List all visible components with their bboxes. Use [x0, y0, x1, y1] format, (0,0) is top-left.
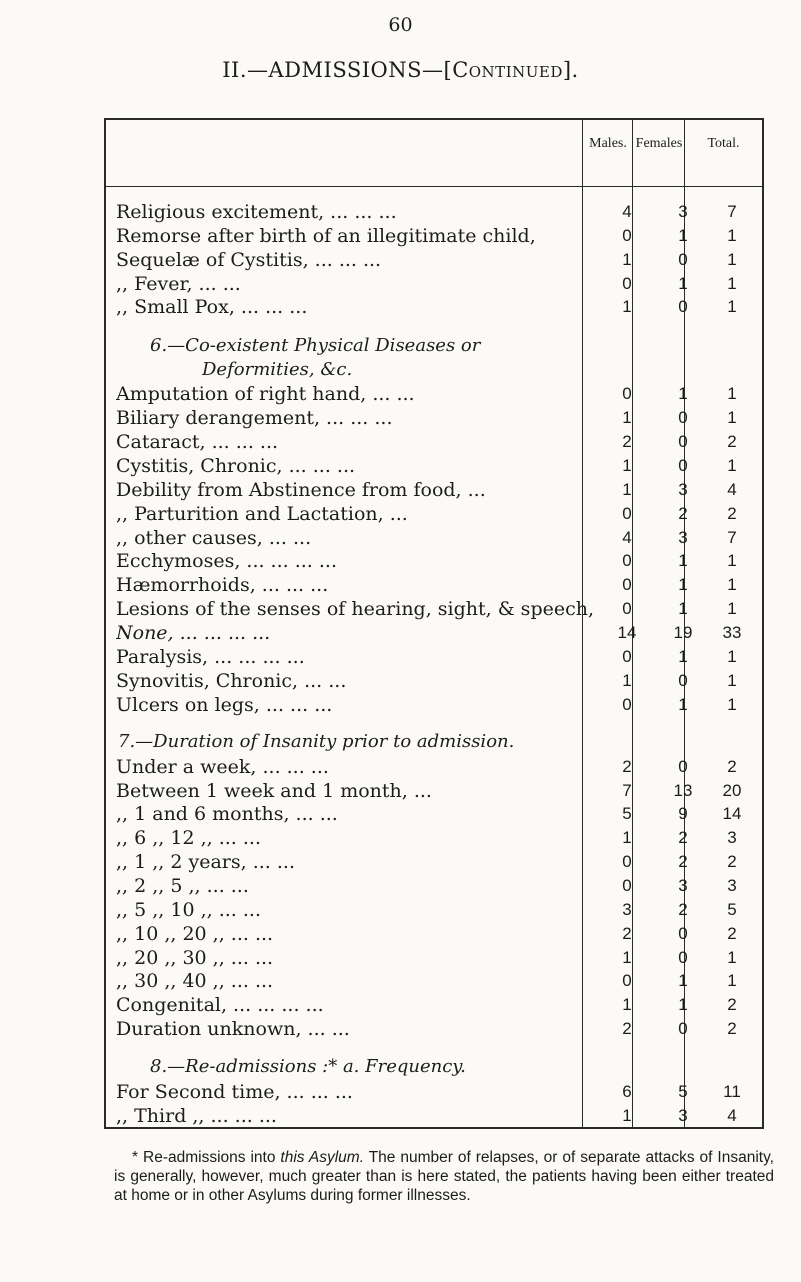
cell-total: 1: [727, 551, 737, 571]
cell-males: 0: [622, 971, 632, 991]
cell-females: 3: [678, 202, 688, 221]
cell-total: 1: [727, 455, 737, 475]
cell-males: 1: [622, 995, 632, 1015]
cell-females: 2: [678, 852, 688, 872]
cell-males: 1: [622, 947, 632, 967]
cell-females: 0: [678, 297, 688, 317]
row-label: None, ... ... ... ...: [116, 622, 271, 645]
cell-total: 1: [727, 273, 737, 293]
cell-total: 1: [727, 575, 737, 595]
row-label: Cystitis, Chronic, ... ... ...: [116, 454, 356, 477]
cell-males: 0: [622, 225, 632, 245]
cell-total: 4: [727, 479, 737, 499]
cell-females: 1: [678, 551, 688, 571]
cell-females: 19: [673, 623, 693, 643]
row-label: ,, 5 ,, 10 ,, ... ...: [116, 898, 261, 921]
section-heading: [0, 730, 801, 754]
cell-females: 0: [678, 947, 688, 967]
cell-females: 1: [678, 694, 688, 714]
cell-total: 7: [727, 202, 737, 221]
table-row: [0, 993, 801, 1017]
row-label: ,, 2 ,, 5 ,, ... ...: [116, 875, 249, 897]
cell-males: 1: [622, 828, 632, 848]
table-row: [0, 802, 801, 826]
row-label: ,, 10 ,, 20 ,, ... ...: [116, 922, 274, 945]
cell-total: 1: [727, 297, 737, 317]
cell-males: 4: [622, 527, 632, 547]
cell-males: 6: [622, 1082, 632, 1102]
cell-total: 2: [727, 852, 737, 872]
cell-males: 14: [617, 623, 637, 643]
cell-total: 1: [727, 694, 737, 714]
table-row: [0, 850, 801, 874]
cell-total: 1: [727, 646, 737, 666]
cell-females: 1: [678, 646, 688, 666]
cell-total: 1: [727, 599, 737, 619]
cell-total: 14: [722, 804, 742, 824]
table-row: [0, 272, 801, 296]
cell-females: 0: [678, 432, 688, 452]
cell-total: 4: [727, 1106, 737, 1126]
cell-females: 0: [678, 455, 688, 475]
cell-females: 1: [678, 384, 688, 404]
row-label: ,, Parturition and Lactation, ...: [116, 502, 408, 525]
cell-females: 3: [678, 527, 688, 547]
cell-females: 13: [673, 780, 693, 800]
cell-males: 1: [622, 479, 632, 499]
cell-males: 7: [622, 780, 632, 800]
section-heading: [0, 334, 801, 358]
row-label: Congenital, ... ... ... ...: [116, 994, 324, 1017]
table-row: [0, 946, 801, 970]
row-label: Debility from Abstinence from food, ...: [116, 478, 486, 501]
row-label: Biliary derangement, ... ... ...: [116, 407, 393, 430]
cell-total: 1: [727, 249, 737, 269]
footnote: [114, 1148, 774, 1205]
heading-main: II.—ADMISSIONS—: [222, 58, 444, 82]
footnote-marker: *: [132, 1149, 139, 1166]
cell-males: 1: [622, 249, 632, 269]
row-label: ,, 20 ,, 30 ,, ... ...: [116, 946, 274, 969]
cell-males: 1: [622, 297, 632, 317]
col-header-males: Males.: [589, 136, 627, 151]
row-label: Deformities, &c.: [202, 358, 353, 380]
table-row: [0, 779, 801, 803]
cell-males: 2: [622, 432, 632, 452]
cell-males: 0: [622, 551, 632, 571]
cell-females: 1: [678, 575, 688, 595]
table-row: [0, 382, 801, 406]
cell-males: 5: [622, 804, 632, 824]
cell-total: 1: [727, 971, 737, 991]
table-row: [0, 430, 801, 454]
cell-males: 0: [622, 876, 632, 895]
cell-males: 0: [622, 384, 632, 404]
table-row: [0, 1080, 801, 1104]
cell-total: 1: [727, 384, 737, 404]
section-heading: [0, 1055, 801, 1079]
cell-total: 2: [727, 432, 737, 452]
table-row: [0, 1104, 801, 1128]
cell-total: 5: [727, 899, 737, 919]
row-label: Sequelæ of Cystitis, ... ... ...: [116, 248, 382, 271]
cell-females: 2: [678, 503, 688, 523]
section-heading: [0, 358, 801, 382]
table-row: [0, 874, 801, 898]
cell-males: 1: [622, 455, 632, 475]
table-row: [0, 621, 801, 645]
cell-females: 3: [678, 479, 688, 499]
cell-total: 7: [727, 527, 737, 547]
cell-females: 0: [678, 249, 688, 269]
row-label: Lesions of the senses of hearing, sight, & speech,: [116, 598, 595, 621]
row-label: 6.—Co-existent Physical Diseases or: [150, 334, 481, 356]
cell-females: 0: [678, 1019, 688, 1039]
table-row: [0, 454, 801, 478]
table-row: [0, 1017, 801, 1041]
cell-males: 3: [622, 899, 632, 919]
cell-total: 3: [727, 828, 737, 848]
cell-females: 1: [678, 225, 688, 245]
table-row: [0, 969, 801, 993]
col-header-females: Females: [635, 136, 683, 151]
cell-males: 2: [622, 923, 632, 943]
row-label: ,, 1 ,, 2 years, ... ...: [116, 851, 295, 874]
table-row: [0, 597, 801, 621]
table-row: [0, 224, 801, 248]
table-row: [0, 549, 801, 573]
cell-females: 0: [678, 670, 688, 690]
row-label: 7.—Duration of Insanity prior to admission.: [118, 730, 515, 752]
cell-females: 1: [678, 599, 688, 619]
table-top-rule: [104, 118, 764, 120]
cell-females: 2: [678, 828, 688, 848]
cell-males: 1: [622, 408, 632, 428]
row-label: Paralysis, ... ... ... ...: [116, 645, 305, 668]
cell-total: 1: [727, 670, 737, 690]
cell-females: 3: [678, 1106, 688, 1126]
cell-females: 1: [678, 273, 688, 293]
heading-continued: [Continued].: [443, 58, 579, 82]
cell-total: 2: [727, 756, 737, 776]
cell-males: 0: [622, 503, 632, 523]
table-row: [0, 406, 801, 430]
cell-females: 3: [678, 876, 688, 895]
table-row: [0, 693, 801, 717]
col-header-total: Total.: [707, 136, 740, 151]
cell-females: 5: [678, 1082, 688, 1102]
table-row: [0, 573, 801, 597]
cell-total: 1: [727, 408, 737, 428]
row-label: Duration unknown, ... ...: [116, 1018, 350, 1041]
table-row: [0, 478, 801, 502]
cell-males: 0: [622, 852, 632, 872]
cell-males: 1: [622, 1106, 632, 1126]
cell-males: 0: [622, 599, 632, 619]
table-row: [0, 922, 801, 946]
cell-males: 2: [622, 1019, 632, 1039]
row-label: Hæmorrhoids, ... ... ...: [116, 574, 329, 597]
row-label: Cataract, ... ... ...: [116, 431, 279, 454]
cell-total: 1: [727, 947, 737, 967]
row-label: Ecchymoses, ... ... ... ...: [116, 550, 337, 573]
row-label: Religious excitement, ... ... ...: [116, 201, 397, 223]
cell-males: 1: [622, 670, 632, 690]
table-row: [0, 200, 801, 224]
row-label: 8.—Re-admissions :* a. Frequency.: [150, 1056, 466, 1078]
footnote-text-italic: this Asylum.: [280, 1149, 365, 1166]
table-row: [0, 295, 801, 319]
table-row: [0, 755, 801, 779]
cell-total: 33: [722, 623, 742, 643]
cell-males: 2: [622, 756, 632, 776]
row-label: ,, 30 ,, 40 ,, ... ...: [116, 970, 274, 993]
cell-total: 3: [727, 876, 737, 895]
cell-females: 0: [678, 923, 688, 943]
row-label: Amputation of right hand, ... ...: [116, 383, 415, 406]
header-underline: [104, 186, 764, 187]
cell-males: 0: [622, 646, 632, 666]
page-number: 60: [388, 14, 413, 36]
row-label: ,, Fever, ... ...: [116, 272, 241, 295]
cell-males: 4: [622, 202, 632, 221]
cell-total: 2: [727, 995, 737, 1015]
row-label: Ulcers on legs, ... ... ...: [116, 693, 333, 716]
table-row: [0, 248, 801, 272]
cell-females: 9: [678, 804, 688, 824]
row-label: ,, Third ,, ... ... ...: [116, 1105, 277, 1128]
table-row: [0, 502, 801, 526]
table-row: [0, 898, 801, 922]
footnote-text-b: The number of relapses, or of separate attacks of Insanity, is generally, however, much greater than is here stated, the patients having been either treated at home or in other Asylums during former illnesses.: [114, 1149, 774, 1204]
cell-total: 2: [727, 503, 737, 523]
row-label: ,, other causes, ... ...: [116, 526, 312, 549]
table-row: [0, 826, 801, 850]
table-row: [0, 645, 801, 669]
cell-total: 11: [723, 1082, 741, 1102]
row-label: ,, Small Pox, ... ... ...: [116, 296, 308, 319]
cell-females: 1: [678, 971, 688, 991]
table-row: [0, 669, 801, 693]
row-label: Between 1 week and 1 month, ...: [116, 779, 432, 802]
page-heading: [0, 58, 801, 82]
cell-males: 0: [622, 694, 632, 714]
footnote-text-a: Re-admissions into: [143, 1149, 281, 1166]
row-label: Under a week, ... ... ...: [116, 755, 329, 778]
cell-females: 2: [678, 899, 688, 919]
cell-females: 0: [678, 408, 688, 428]
row-label: ,, 1 and 6 months, ... ...: [116, 803, 338, 826]
cell-females: 1: [678, 995, 688, 1015]
cell-total: 20: [722, 780, 742, 800]
cell-males: 0: [622, 273, 632, 293]
table-row: [0, 526, 801, 550]
cell-females: 0: [678, 756, 688, 776]
cell-total: 1: [727, 225, 737, 245]
cell-total: 2: [727, 1019, 737, 1039]
cell-total: 2: [727, 923, 737, 943]
row-label: For Second time, ... ... ...: [116, 1081, 353, 1104]
row-label: ,, 6 ,, 12 ,, ... ...: [116, 827, 261, 850]
row-label: Synovitis, Chronic, ... ...: [116, 669, 347, 692]
cell-males: 0: [622, 575, 632, 595]
row-label: Remorse after birth of an illegitimate child,: [116, 224, 536, 247]
